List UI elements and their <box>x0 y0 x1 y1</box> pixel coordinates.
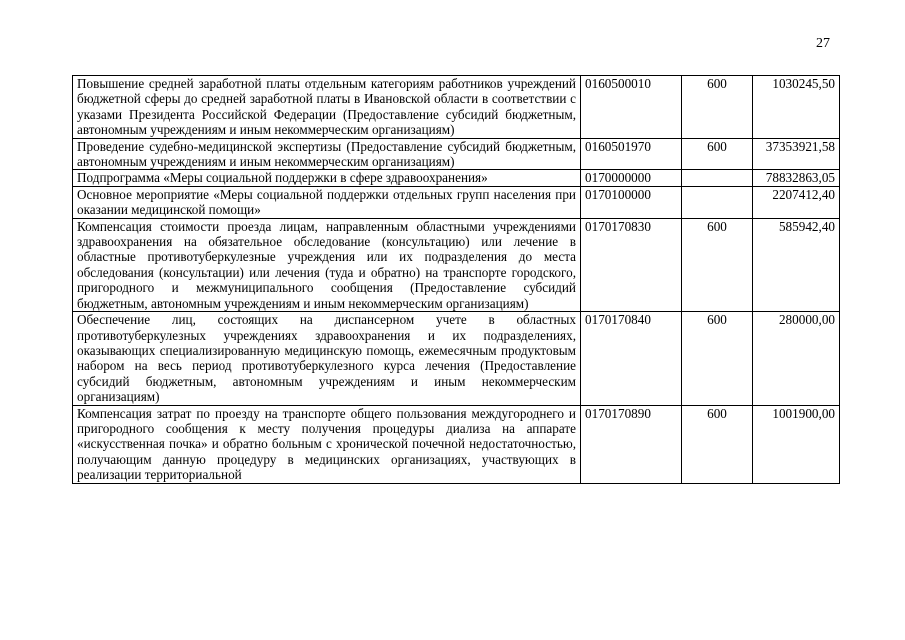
row-expense-type <box>682 170 753 186</box>
row-amount: 37353921,58 <box>753 138 840 170</box>
row-description: Подпрограмма «Меры социальной поддержки в сфере здравоохранения» <box>73 170 581 186</box>
row-amount: 585942,40 <box>753 218 840 311</box>
row-code: 0170170890 <box>581 405 682 483</box>
row-description: Основное мероприятие «Меры социальной поддержки отдельных групп населения при оказании медицинской помощи» <box>73 186 581 218</box>
table-row <box>73 312 840 405</box>
row-code: 0170170830 <box>581 218 682 311</box>
row-expense-type: 600 <box>682 76 753 139</box>
table-row <box>73 218 840 311</box>
row-expense-type: 600 <box>682 312 753 405</box>
row-expense-type: 600 <box>682 138 753 170</box>
row-expense-type: 600 <box>682 218 753 311</box>
page-number: 27 <box>816 36 830 51</box>
table-row <box>73 138 840 170</box>
row-description: Проведение судебно-медицинской экспертизы (Предоставление субсидий бюджетным, автономным учреждениям и иным некоммерческим организациям) <box>73 138 581 170</box>
row-code: 0170100000 <box>581 186 682 218</box>
row-amount: 280000,00 <box>753 312 840 405</box>
table-row <box>73 170 840 186</box>
table-row <box>73 186 840 218</box>
row-description: Компенсация стоимости проезда лицам, направленным областными учреждениями здравоохранения на обязательное обследование (консультацию) или лечение в областные противотуберкулезные учреждения или их подразделения до места обследования (консультации) или лечения (туда и обратно) на транспорте городского, пригородного и межмуниципального сообщения (Предоставление субсидий бюджетным, автономным учреждениям и иным некоммерческим организациям) <box>73 218 581 311</box>
row-amount: 2207412,40 <box>753 186 840 218</box>
row-description: Обеспечение лиц, состоящих на диспансерном учете в областных противотуберкулезных учреждениях здравоохранения и их подразделениях, оказывающих специализированную медицинскую помощь, ежемесячным продуктовым набором на весь период противотуберкулезного курса лечения (Предоставление субсидий бюджетным, автономным учреждениям и иным некоммерческим организациям) <box>73 312 581 405</box>
row-code: 0170000000 <box>581 170 682 186</box>
row-expense-type: 600 <box>682 405 753 483</box>
table-row <box>73 76 840 139</box>
row-description: Повышение средней заработной платы отдельным категориям работников учреждений бюджетной сферы до средней заработной платы в Ивановской области в соответствии с указами Президента Российской Федерации (Предоставление субсидий бюджетным, автономным учреждениям и иным некоммерческим организациям) <box>73 76 581 139</box>
row-amount: 1030245,50 <box>753 76 840 139</box>
row-amount: 1001900,00 <box>753 405 840 483</box>
row-code: 0160500010 <box>581 76 682 139</box>
table-row <box>73 405 840 483</box>
row-expense-type <box>682 186 753 218</box>
row-description: Компенсация затрат по проезду на транспорте общего пользования междугороднего и пригородного сообщения к месту получения процедуры диализа на аппарате «искусственная почка» и обратно больным с хронической почечной недостаточностью, получающим данную процедуру в медицинских организациях, участвующих в реализации территориальной <box>73 405 581 483</box>
row-amount: 78832863,05 <box>753 170 840 186</box>
row-code: 0170170840 <box>581 312 682 405</box>
row-code: 0160501970 <box>581 138 682 170</box>
budget-table <box>72 75 840 484</box>
